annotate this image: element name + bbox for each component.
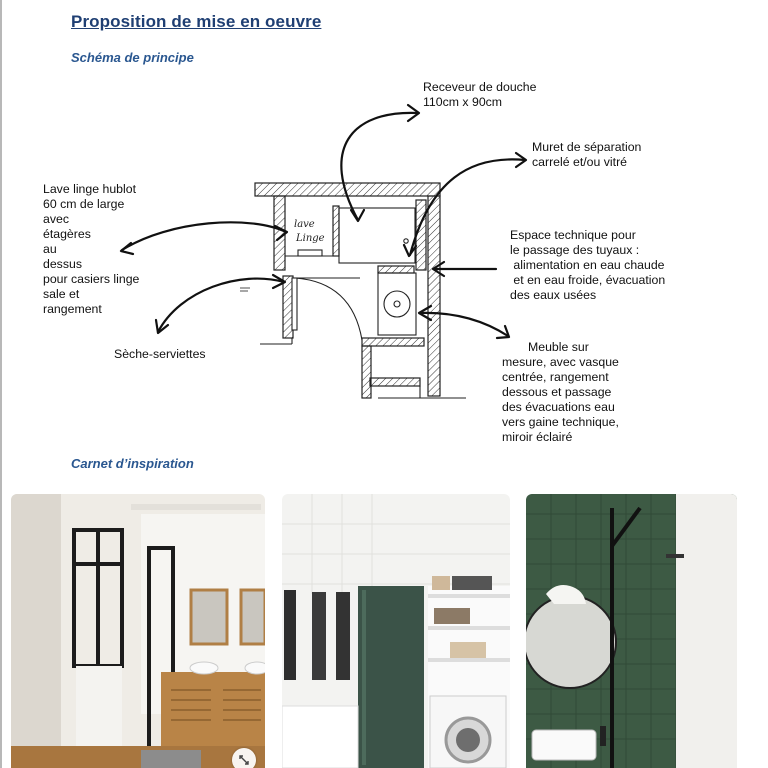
section-title-inspiration: Carnet d’inspiration: [71, 456, 194, 471]
floor-plan-walls: [255, 183, 440, 398]
inspiration-photo-1[interactable]: [11, 494, 265, 768]
label-receveur: Receveur de douche 110cm x 90cm: [423, 80, 537, 109]
label-muret: Muret de séparation carrelé et/ou vitré: [532, 140, 642, 169]
label-meuble-title: Meuble sur: [528, 340, 589, 354]
handwritten-lave-linge: [294, 219, 325, 244]
inspiration-photo-3[interactable]: [526, 494, 737, 768]
section-title-schema: Schéma de principe: [71, 50, 194, 65]
label-meuble-body: mesure, avec vasque centrée, rangement dessous et passage des évacuations eau vers gaine technique, miroir éclairé: [502, 355, 619, 444]
svg-text:Linge: Linge: [296, 233, 325, 244]
expand-icon[interactable]: [232, 748, 256, 768]
label-espace-technique: Espace technique pour le passage des tuyaux : alimentation en eau chaude et en eau froide, évacuation des eaux usées: [510, 228, 666, 302]
annotation-arrows: [121, 105, 526, 338]
page-title: Proposition de mise en oeuvre: [71, 12, 322, 31]
label-seche-serviettes: Sèche-serviettes: [114, 347, 206, 361]
svg-text:lave: lave: [294, 219, 315, 230]
label-lave-linge: Lave linge hublot 60 cm de large avec étagères au dessus pour casiers linge sale et rangement: [43, 182, 140, 316]
inspiration-photo-2[interactable]: [282, 494, 510, 768]
